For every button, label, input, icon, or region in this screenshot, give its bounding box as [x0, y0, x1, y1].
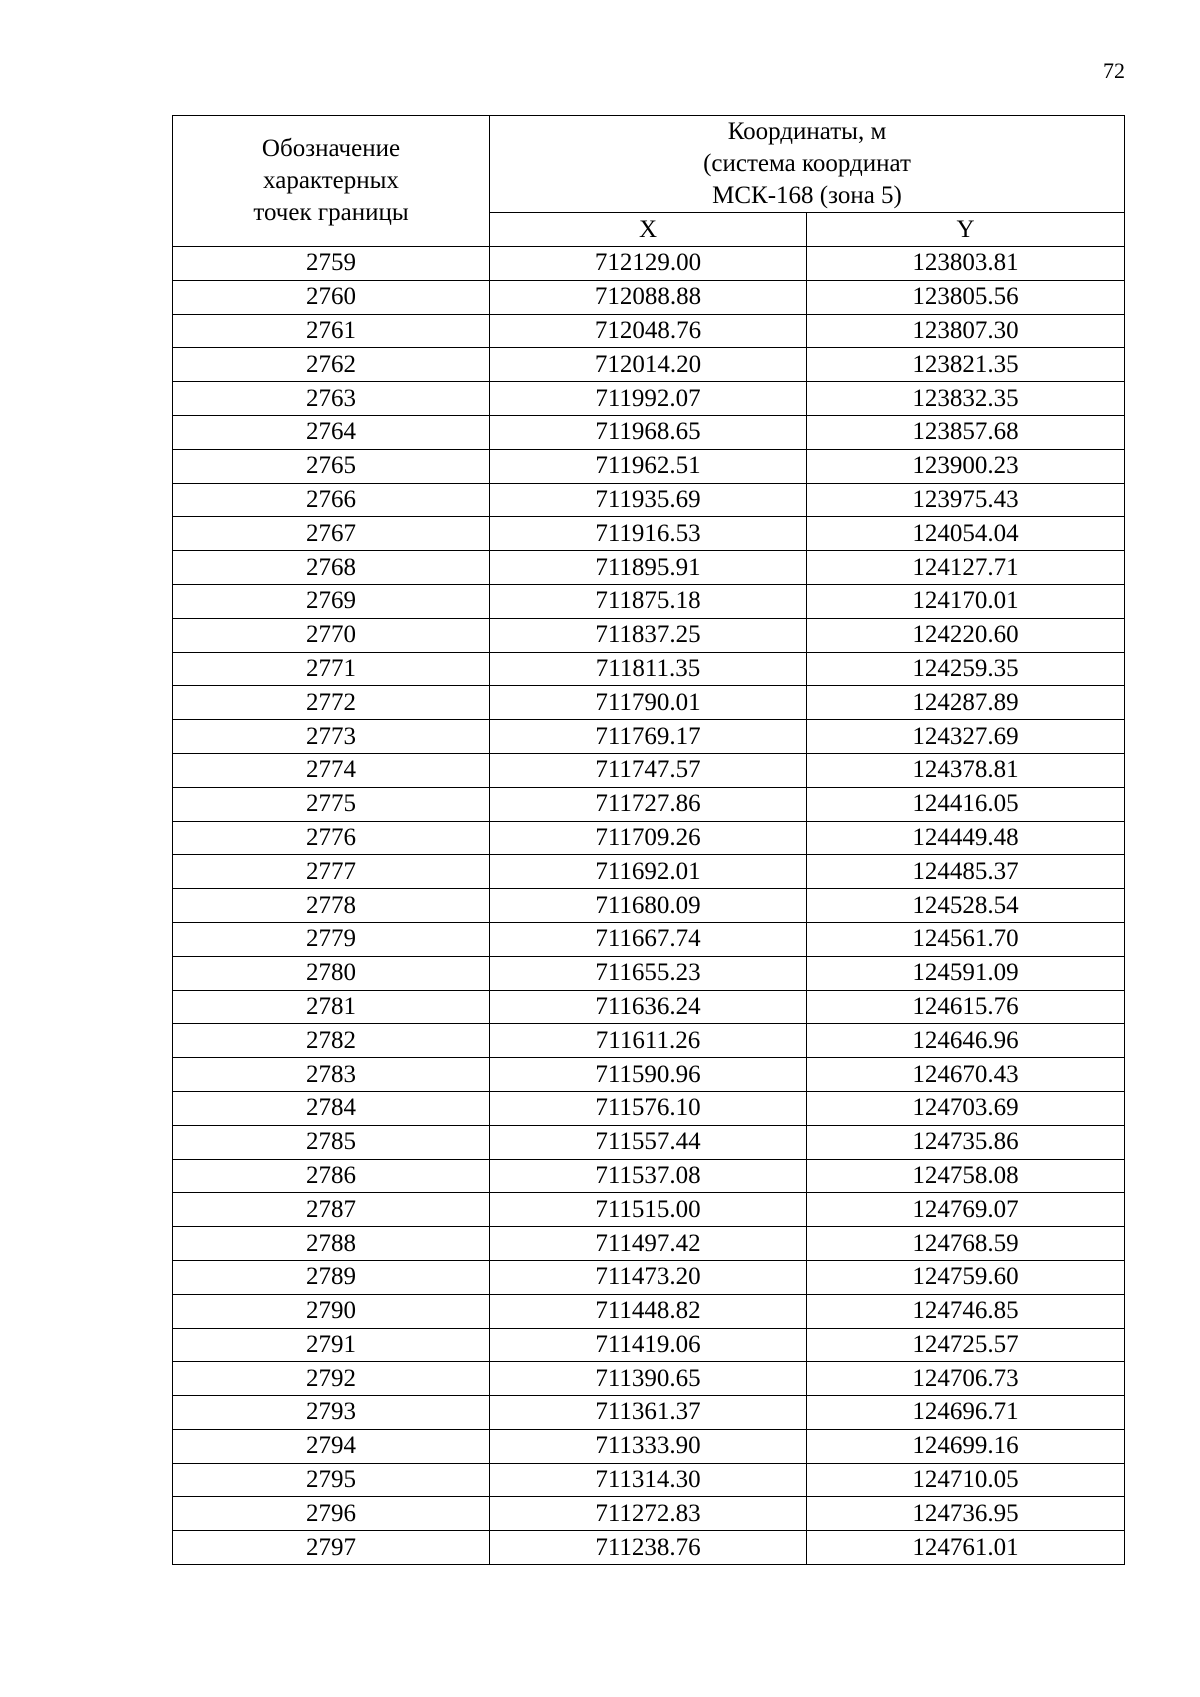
x-cell: 712129.00: [490, 247, 807, 281]
point-cell: 2788: [173, 1227, 490, 1261]
y-cell: 124615.76: [807, 990, 1125, 1024]
x-cell: 711692.01: [490, 855, 807, 889]
x-cell: 711667.74: [490, 922, 807, 956]
header-line: Обозначение: [261, 135, 401, 162]
table-body: [173, 247, 1125, 1565]
table-row: [173, 821, 1125, 855]
table-row: [173, 415, 1125, 449]
point-cell: 2765: [173, 449, 490, 483]
table-row: [173, 787, 1125, 821]
table-row: [173, 1328, 1125, 1362]
y-cell: 124561.70: [807, 922, 1125, 956]
y-cell: 124735.86: [807, 1125, 1125, 1159]
point-cell: 2792: [173, 1362, 490, 1396]
y-cell: 124528.54: [807, 889, 1125, 923]
point-cell: 2772: [173, 686, 490, 720]
table-row: [173, 1531, 1125, 1565]
point-cell: 2796: [173, 1497, 490, 1531]
table-row: [173, 686, 1125, 720]
y-cell: 124703.69: [807, 1091, 1125, 1125]
table-row: [173, 1429, 1125, 1463]
table-row: [173, 1024, 1125, 1058]
y-cell: 123803.81: [807, 247, 1125, 281]
x-cell: 711727.86: [490, 787, 807, 821]
y-cell: 124710.05: [807, 1463, 1125, 1497]
table-row: [173, 1362, 1125, 1396]
x-cell: 711636.24: [490, 990, 807, 1024]
table-row: [173, 720, 1125, 754]
page-number: 72: [1103, 58, 1125, 83]
y-cell: 123821.35: [807, 348, 1125, 382]
x-cell: 711390.65: [490, 1362, 807, 1396]
point-cell: 2794: [173, 1429, 490, 1463]
y-cell: 124591.09: [807, 956, 1125, 990]
y-cell: 123832.35: [807, 382, 1125, 416]
table-row: [173, 517, 1125, 551]
table-row: [173, 1497, 1125, 1531]
coordinates-table: [172, 115, 1125, 1565]
point-cell: 2783: [173, 1058, 490, 1092]
y-cell: 124706.73: [807, 1362, 1125, 1396]
x-cell: 711576.10: [490, 1091, 807, 1125]
x-cell: 711875.18: [490, 584, 807, 618]
y-cell: 124378.81: [807, 753, 1125, 787]
y-cell: 123900.23: [807, 449, 1125, 483]
y-cell: 123975.43: [807, 483, 1125, 517]
x-cell: 711238.76: [490, 1531, 807, 1565]
x-cell: 711537.08: [490, 1159, 807, 1193]
table-row: [173, 382, 1125, 416]
table-row: [173, 314, 1125, 348]
x-cell: 711709.26: [490, 821, 807, 855]
y-cell: 124646.96: [807, 1024, 1125, 1058]
point-cell: 2771: [173, 652, 490, 686]
point-cell: 2768: [173, 551, 490, 585]
point-cell: 2781: [173, 990, 490, 1024]
y-cell: 124761.01: [807, 1531, 1125, 1565]
x-cell: 711811.35: [490, 652, 807, 686]
header-line: точек границы: [253, 199, 409, 226]
table-row: [173, 990, 1125, 1024]
table-row: [173, 483, 1125, 517]
y-cell: 124699.16: [807, 1429, 1125, 1463]
x-column-header: X: [490, 213, 807, 247]
table-row: [173, 1227, 1125, 1261]
y-cell: 124259.35: [807, 652, 1125, 686]
point-cell: 2773: [173, 720, 490, 754]
table-row: [173, 1193, 1125, 1227]
y-cell: 124746.85: [807, 1294, 1125, 1328]
point-cell: 2759: [173, 247, 490, 281]
x-cell: 711557.44: [490, 1125, 807, 1159]
x-cell: 711448.82: [490, 1294, 807, 1328]
point-cell: 2766: [173, 483, 490, 517]
point-cell: 2789: [173, 1260, 490, 1294]
table-row: [173, 1294, 1125, 1328]
x-cell: 711497.42: [490, 1227, 807, 1261]
y-cell: 124769.07: [807, 1193, 1125, 1227]
x-cell: 711968.65: [490, 415, 807, 449]
y-cell: 124736.95: [807, 1497, 1125, 1531]
table-row: [173, 584, 1125, 618]
point-cell: 2779: [173, 922, 490, 956]
table-row: [173, 1463, 1125, 1497]
table-row: [173, 1159, 1125, 1193]
y-cell: 124670.43: [807, 1058, 1125, 1092]
x-cell: 712088.88: [490, 280, 807, 314]
x-cell: 711473.20: [490, 1260, 807, 1294]
point-cell: 2769: [173, 584, 490, 618]
y-cell: 124696.71: [807, 1396, 1125, 1430]
point-cell: 2778: [173, 889, 490, 923]
table-row: [173, 1125, 1125, 1159]
point-cell: 2787: [173, 1193, 490, 1227]
table-row: [173, 922, 1125, 956]
table-row: [173, 956, 1125, 990]
table-row: [173, 618, 1125, 652]
y-cell: 124758.08: [807, 1159, 1125, 1193]
x-cell: 711837.25: [490, 618, 807, 652]
x-cell: 711611.26: [490, 1024, 807, 1058]
y-cell: 124170.01: [807, 584, 1125, 618]
point-designation-header: [173, 116, 490, 247]
table-row: [173, 247, 1125, 281]
point-cell: 2797: [173, 1531, 490, 1565]
y-cell: 123805.56: [807, 280, 1125, 314]
y-cell: 124449.48: [807, 821, 1125, 855]
table-row: [173, 855, 1125, 889]
x-cell: 711747.57: [490, 753, 807, 787]
x-cell: 711333.90: [490, 1429, 807, 1463]
header-line: (система координат: [703, 150, 911, 177]
y-cell: 124485.37: [807, 855, 1125, 889]
x-cell: 711790.01: [490, 686, 807, 720]
y-cell: 124327.69: [807, 720, 1125, 754]
y-column-header: Y: [807, 213, 1125, 247]
table-row: [173, 551, 1125, 585]
y-cell: 124768.59: [807, 1227, 1125, 1261]
header-line: МСК-168 (зона 5): [712, 182, 902, 209]
table-row: [173, 449, 1125, 483]
point-cell: 2793: [173, 1396, 490, 1430]
table-row: [173, 348, 1125, 382]
point-cell: 2774: [173, 753, 490, 787]
point-cell: 2762: [173, 348, 490, 382]
y-cell: 124220.60: [807, 618, 1125, 652]
point-cell: 2764: [173, 415, 490, 449]
table-row: [173, 1396, 1125, 1430]
point-cell: 2790: [173, 1294, 490, 1328]
point-cell: 2777: [173, 855, 490, 889]
point-cell: 2767: [173, 517, 490, 551]
x-cell: 711680.09: [490, 889, 807, 923]
point-cell: 2760: [173, 280, 490, 314]
y-cell: 124054.04: [807, 517, 1125, 551]
x-cell: 711935.69: [490, 483, 807, 517]
x-cell: 711361.37: [490, 1396, 807, 1430]
table-row: [173, 889, 1125, 923]
x-cell: 711962.51: [490, 449, 807, 483]
point-cell: 2776: [173, 821, 490, 855]
point-cell: 2761: [173, 314, 490, 348]
y-cell: 124416.05: [807, 787, 1125, 821]
x-cell: 711419.06: [490, 1328, 807, 1362]
point-cell: 2780: [173, 956, 490, 990]
x-cell: 711655.23: [490, 956, 807, 990]
point-cell: 2784: [173, 1091, 490, 1125]
x-cell: 711272.83: [490, 1497, 807, 1531]
point-cell: 2795: [173, 1463, 490, 1497]
x-cell: 711769.17: [490, 720, 807, 754]
point-cell: 2763: [173, 382, 490, 416]
y-cell: 123857.68: [807, 415, 1125, 449]
coordinates-header: [490, 116, 1125, 213]
point-cell: 2791: [173, 1328, 490, 1362]
point-cell: 2785: [173, 1125, 490, 1159]
x-cell: 711590.96: [490, 1058, 807, 1092]
point-cell: 2786: [173, 1159, 490, 1193]
y-cell: 124127.71: [807, 551, 1125, 585]
y-cell: 124287.89: [807, 686, 1125, 720]
x-cell: 711992.07: [490, 382, 807, 416]
y-cell: 123807.30: [807, 314, 1125, 348]
table-row: [173, 1260, 1125, 1294]
table-row: [173, 1091, 1125, 1125]
point-cell: 2775: [173, 787, 490, 821]
table-header: [173, 116, 1125, 247]
x-cell: 711515.00: [490, 1193, 807, 1227]
point-cell: 2782: [173, 1024, 490, 1058]
table-row: [173, 753, 1125, 787]
table-row: [173, 1058, 1125, 1092]
x-cell: 711314.30: [490, 1463, 807, 1497]
header-line: Координаты, м: [727, 118, 887, 145]
table-row: [173, 652, 1125, 686]
header-line: характерных: [263, 167, 399, 194]
point-cell: 2770: [173, 618, 490, 652]
x-cell: 711895.91: [490, 551, 807, 585]
y-cell: 124759.60: [807, 1260, 1125, 1294]
x-cell: 711916.53: [490, 517, 807, 551]
x-cell: 712048.76: [490, 314, 807, 348]
table-row: [173, 280, 1125, 314]
y-cell: 124725.57: [807, 1328, 1125, 1362]
x-cell: 712014.20: [490, 348, 807, 382]
